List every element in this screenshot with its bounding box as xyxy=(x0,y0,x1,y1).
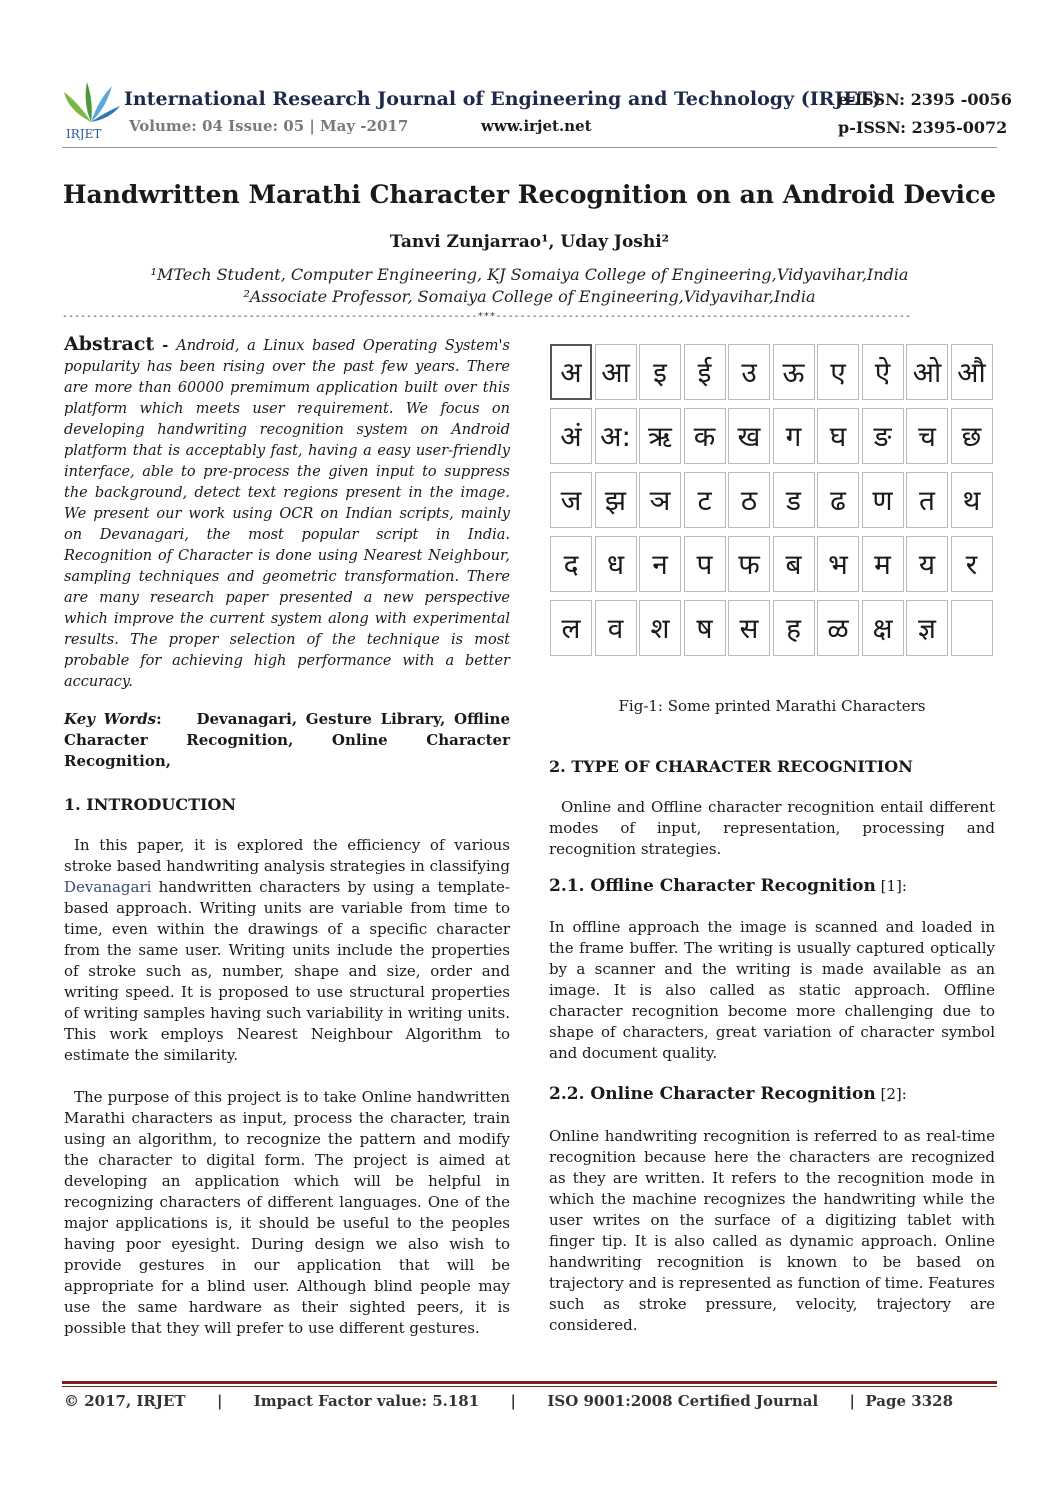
figure-char-cell: झ xyxy=(595,472,637,528)
footer xyxy=(64,1392,953,1410)
left-column xyxy=(64,334,510,1339)
figure-char-cell: ङ xyxy=(862,408,904,464)
affiliation-2: ²Associate Professor, Somaiya College of Engineering,Vidyavihar,India xyxy=(243,287,816,306)
abstract-dash: - xyxy=(154,337,177,354)
section2-heading: 2. TYPE OF CHARACTER RECOGNITION xyxy=(549,757,913,776)
figure-char-cell: ठ xyxy=(728,472,770,528)
keywords xyxy=(64,709,510,772)
figure-char-cell xyxy=(951,600,993,656)
figure-char-cell: अ xyxy=(550,344,592,400)
figure-char-cell: श xyxy=(639,600,681,656)
figure-char-cell: ऋ xyxy=(639,408,681,464)
intro-p1-b: handwritten characters by using a template-based approach. Writing units are variable from time to time, even within the drawings of a specific character from the same user. Writing units include the properties of stroke such as, number, shape and size, order and writing speed. It is proposed to use structural properties of writing samples having such variability in writing units. This work employs Nearest Neighbour Algorithm to estimate the similarity. xyxy=(64,878,510,1064)
footer-iso: ISO 9001:2008 Certified Journal xyxy=(547,1392,819,1410)
figure-char-cell: अं xyxy=(550,408,592,464)
figure-char-cell: ट xyxy=(684,472,726,528)
keywords-label: Key Words xyxy=(64,710,157,728)
p-issn: p-ISSN: 2395-0072 xyxy=(838,118,1008,137)
figure-char-cell: ए xyxy=(817,344,859,400)
figure-char-cell: ञ xyxy=(639,472,681,528)
section-separator: ---------------------------------------------------------------------***--------------------------------------------------------------------- xyxy=(62,311,911,322)
keywords-colon: : xyxy=(156,710,162,728)
intro-term-devanagari: Devanagari xyxy=(64,878,152,896)
figure-marathi-characters xyxy=(548,340,996,680)
e-issn: e-ISSN: 2395 -0056 xyxy=(838,90,1012,109)
figure-char-cell: ओ xyxy=(906,344,948,400)
intro-paragraph-1 xyxy=(64,835,510,1066)
figure-char-cell: ई xyxy=(684,344,726,400)
header-rule xyxy=(62,147,997,148)
figure-caption: Fig-1: Some printed Marathi Characters xyxy=(618,697,926,715)
figure-char-cell: ऐ xyxy=(862,344,904,400)
figure-char-cell: ख xyxy=(728,408,770,464)
footer-impact-factor: Impact Factor value: 5.181 xyxy=(253,1392,480,1410)
figure-char-cell: ऊ xyxy=(773,344,815,400)
figure-char-cell: इ xyxy=(639,344,681,400)
journal-name: International Research Journal of Engineering and Technology (IRJET) xyxy=(124,88,881,110)
footer-sep-2: | xyxy=(510,1392,516,1410)
intro-paragraph-2: The purpose of this project is to take Online handwritten Marathi characters as input, process the character, train using an algorithm, to recognize the pattern and modify the character to digital form. The project is aimed at developing an application which will be helpful in recognizing characters of different languages. One of the major applications is, it should be useful to the peoples having poor eyesight. During design we also wish to provide gestures in our application that will be appropriate for a blind user. Although blind people may use the same hardware as their sighted peers, it is possible that they will prefer to use different gestures. xyxy=(64,1088,510,1337)
figure-char-cell: ब xyxy=(773,536,815,592)
figure-char-cell: उ xyxy=(728,344,770,400)
figure-char-cell: थ xyxy=(951,472,993,528)
figure-char-cell: न xyxy=(639,536,681,592)
figure-char-cell: स xyxy=(728,600,770,656)
figure-char-cell: द xyxy=(550,536,592,592)
figure-char-cell: ज्ञ xyxy=(906,600,948,656)
figure-char-cell: औ xyxy=(951,344,993,400)
figure-char-cell: ड xyxy=(773,472,815,528)
intro-p1-a: In this paper, it is explored the efficiency of various stroke based handwriting analysis strategies in classifying xyxy=(64,836,510,875)
footer-copyright: © 2017, IRJET xyxy=(64,1392,186,1410)
footer-rule-thin xyxy=(62,1386,997,1387)
abstract-text: Android, a Linux based Operating System's popularity has been rising over the past few years. There are more than 60000 premimum application built over this platform which meets user requirement. We focus on developing handwriting recognition system on Android platform that is acceptably fast, having a easy user-friendly interface, able to pre-process the given input to suppress the background, detect text regions present in the image. We present our work using OCR on Indian scripts, mainly on Devanagari, the most popular script in India. Recognition of Character is done using Nearest Neighbour, sampling techniques and geometric transformation. There are many research paper presented a new perspective which improve the current system along with experimental results. The proper selection of the technique is most probable for achieving high performance with a better accuracy. xyxy=(64,338,510,690)
figure-char-cell: घ xyxy=(817,408,859,464)
figure-char-cell: भ xyxy=(817,536,859,592)
figure-char-cell: ग xyxy=(773,408,815,464)
offline-heading: 2.1. Offline Character Recognition xyxy=(549,876,876,896)
affiliation-1: ¹MTech Student, Computer Engineering, KJ Somaiya College of Engineering,Vidyavihar,India xyxy=(150,265,909,284)
figure-char-cell: छ xyxy=(951,408,993,464)
figure-char-cell: फ xyxy=(728,536,770,592)
footer-sep-1: | xyxy=(216,1392,223,1410)
journal-website-link[interactable]: www.irjet.net xyxy=(481,117,592,135)
figure-char-cell: त xyxy=(906,472,948,528)
footer-page-number: Page 3328 xyxy=(865,1392,954,1410)
abstract-label: Abstract xyxy=(64,333,155,355)
footer-sep-3: | xyxy=(849,1392,855,1410)
figure-char-cell: च xyxy=(906,408,948,464)
figure-char-cell: ढ xyxy=(817,472,859,528)
figure-char-cell: व xyxy=(595,600,637,656)
figure-char-cell: य xyxy=(906,536,948,592)
online-text: Online handwriting recognition is referred to as real-time recognition because here the characters are recognized as they are written. It refers to the recognition mode in which the machine recognizes the handwriting while the user writes on the surface of a digitizing tablet with finger tip. It is also called as dynamic approach. Online handwriting recognition is known to be based on trajectory and is represented as function of time. Features such as stroke pressure, velocity, trajectory are considered. xyxy=(549,1127,995,1334)
figure-char-cell: आ xyxy=(595,344,637,400)
volume-issue: Volume: 04 Issue: 05 | May -2017 xyxy=(129,117,409,135)
online-ref: [2]: xyxy=(875,1085,907,1103)
figure-char-cell: र xyxy=(951,536,993,592)
svg-text:IRJET: IRJET xyxy=(66,127,102,140)
footer-rule-thick xyxy=(62,1381,997,1384)
figure-char-cell: ध xyxy=(595,536,637,592)
figure-char-cell: क xyxy=(684,408,726,464)
figure-char-cell: ळ xyxy=(817,600,859,656)
authors: Tanvi Zunjarrao¹, Uday Joshi² xyxy=(389,232,670,252)
figure-char-cell: क्ष xyxy=(862,600,904,656)
figure-char-cell: ज xyxy=(550,472,592,528)
online-heading-line xyxy=(549,1084,995,1105)
figure-char-cell: म xyxy=(862,536,904,592)
figure-char-cell: ल xyxy=(550,600,592,656)
right-column xyxy=(549,756,995,1336)
figure-char-cell: अ: xyxy=(595,408,637,464)
online-heading: 2.2. Online Character Recognition xyxy=(549,1084,876,1104)
offline-heading-line xyxy=(549,876,995,897)
figure-char-cell: ष xyxy=(684,600,726,656)
irjet-logo-icon xyxy=(60,78,122,140)
intro-heading: 1. INTRODUCTION xyxy=(64,795,237,814)
keywords-text: Devanagari, Gesture Library, Offline Character Recognition, Online Character Recognition, xyxy=(64,710,510,770)
offline-text: In offline approach the image is scanned and loaded in the frame buffer. The writing is usually captured optically by a scanner and the writing is made available as an image. It is also called as static approach. Offline character recognition become more challenging due to shape of characters, great variation of character symbol and document quality. xyxy=(549,918,995,1062)
figure-char-cell: ण xyxy=(862,472,904,528)
figure-char-cell: ह xyxy=(773,600,815,656)
paper-title: Handwritten Marathi Character Recognition on an Android Device xyxy=(62,180,997,209)
figure-char-cell: प xyxy=(684,536,726,592)
abstract xyxy=(64,334,510,693)
section2-intro: Online and Offline character recognition entail different modes of input, representation, processing and recognition strategies. xyxy=(549,798,995,858)
offline-ref: [1]: xyxy=(875,877,907,895)
